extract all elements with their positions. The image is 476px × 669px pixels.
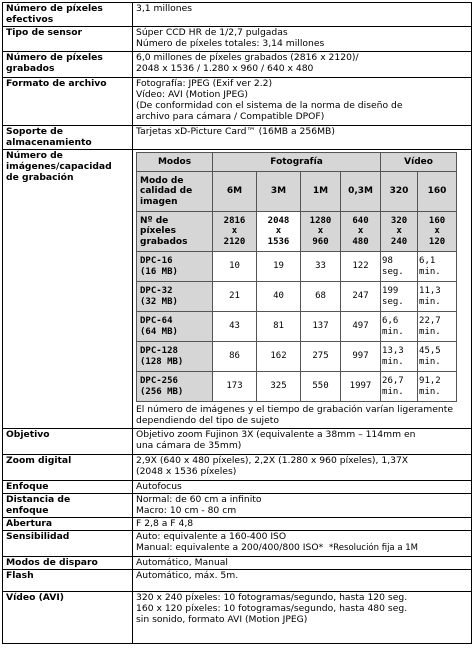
spec-label: [3, 481, 133, 494]
label-line: grabados: [6, 63, 55, 74]
capacity-cell: 997: [341, 342, 381, 372]
capacity-cell: [381, 372, 418, 402]
spec-value: [133, 27, 472, 52]
capacity-unit: min.: [419, 296, 441, 307]
pixels-h: 480: [352, 236, 369, 247]
pixels-cell: [341, 212, 381, 252]
pixels-cell: [257, 212, 301, 252]
spec-value: [133, 557, 472, 570]
capacity-amount: 98: [382, 256, 393, 266]
pixels-h: 240: [390, 236, 408, 247]
pixels-x: x: [357, 226, 364, 237]
pixels-label-line: grabados: [140, 236, 188, 247]
quality-label-line: imagen: [140, 196, 178, 207]
spec-label: [3, 455, 133, 481]
capacity-cell: [418, 282, 457, 312]
value-line: 3,1 millones: [136, 3, 193, 14]
spec-value: [133, 592, 472, 644]
value-line: Fotografía: JPEG (Exif ver 2.2): [136, 78, 273, 89]
card-model: DPC-32: [140, 286, 173, 296]
spec-table: [2, 2, 472, 644]
label-line: Distancia de: [6, 494, 71, 505]
label-line: Zoom digital: [6, 455, 72, 466]
capacity-amount: 26,7: [382, 376, 404, 386]
value-line: 6,0 millones de píxeles grabados (2816 x 2120)/: [136, 52, 359, 63]
capacity-header-photo: Fotografía: [213, 153, 381, 172]
pixels-label: [137, 212, 213, 252]
capacity-unit: min.: [382, 326, 404, 337]
capacity-note: El número de imágenes y el tiempo de grabación varían ligeramente dependiendo del tipo de sujeto: [136, 404, 453, 426]
spec-row-sensor: [3, 27, 472, 52]
quality-6m: 6M: [213, 172, 257, 212]
spec-row-storage: [3, 126, 472, 150]
label-line: de grabación: [6, 172, 74, 183]
capacity-unit: min.: [419, 356, 441, 367]
capacity-cell: [381, 252, 418, 282]
capacity-cell: 40: [257, 282, 301, 312]
spec-value: [133, 481, 472, 494]
capacity-amount: 6,6: [382, 316, 399, 326]
value-line: Vídeo: AVI (Motion JPEG): [136, 89, 248, 100]
spec-value: [133, 150, 472, 429]
capacity-cell: [418, 372, 457, 402]
label-line: Abertura: [6, 518, 53, 529]
capacity-cell: [418, 312, 457, 342]
spec-label: [3, 592, 133, 644]
quality-3m: 3M: [257, 172, 301, 212]
value-line: 320 x 240 píxeles: 10 fotogramas/segundo, hasta 120 seg.: [136, 592, 408, 603]
spec-value: [133, 3, 472, 27]
label-line: efectivos: [6, 14, 54, 25]
value-line: Número de píxeles totales: 3,14 millones: [136, 38, 325, 49]
capacity-cell: 162: [257, 342, 301, 372]
spec-row-flash: [3, 570, 472, 592]
quality-1m: 1M: [301, 172, 341, 212]
value-text: Manual: equivalente a 200/400/800 ISO*: [136, 542, 324, 553]
spec-label: [3, 429, 133, 455]
label-line: Sensibilidad: [6, 531, 70, 542]
spec-label: [3, 3, 133, 27]
capacity-unit: min.: [419, 386, 441, 397]
capacity-amount: 11,3: [419, 286, 441, 296]
spec-label: [3, 570, 133, 592]
quality-0-3m: 0,3M: [341, 172, 381, 212]
pixels-x: x: [434, 226, 440, 237]
label-line: Número de píxeles: [6, 3, 103, 14]
card-size: (16 MB): [140, 266, 178, 277]
pixels-w: 2816: [223, 215, 246, 226]
label-line: Objetivo: [6, 429, 50, 440]
card-name: [137, 312, 213, 342]
capacity-cell: 33: [301, 252, 341, 282]
spec-row-recorded-pixels: [3, 52, 472, 78]
spec-value: [133, 518, 472, 531]
pixels-x: x: [396, 226, 402, 237]
value-line: archivo para cámara / Compatible DPOF): [136, 111, 325, 122]
capacity-unit: min.: [419, 326, 441, 337]
value-line: una cámara de 35mm): [136, 440, 242, 451]
spec-value: [133, 429, 472, 455]
capacity-cell: 497: [341, 312, 381, 342]
label-line: almacenamiento: [6, 137, 92, 148]
pixels-h: 120: [428, 236, 446, 247]
spec-row-sensitivity: [3, 531, 472, 557]
capacity-cell: 137: [301, 312, 341, 342]
spec-value: [133, 126, 472, 150]
capacity-amount: 13,3: [382, 346, 404, 356]
card-name: [137, 282, 213, 312]
spec-value: [133, 570, 472, 592]
pixels-cell: [213, 212, 257, 252]
card-model: DPC-128: [140, 346, 178, 356]
capacity-cell: 275: [301, 342, 341, 372]
capacity-cell: [381, 282, 418, 312]
capacity-unit: seg.: [382, 266, 404, 277]
capacity-amount: 22,7: [419, 316, 441, 326]
card-name: [137, 252, 213, 282]
spec-label: [3, 531, 133, 557]
quality-label: [137, 172, 213, 212]
capacity-cell: 81: [257, 312, 301, 342]
label-line: Flash: [6, 570, 34, 581]
spec-value: [133, 455, 472, 481]
spec-row-digital-zoom: [3, 455, 472, 481]
spec-sheet: [2, 2, 472, 644]
spec-label: [3, 150, 133, 429]
spec-row-shooting-modes: [3, 557, 472, 570]
pixels-w: 2048: [267, 215, 290, 226]
value-line: Tarjetas xD-Picture Card™ (16MB a 256MB): [136, 126, 335, 137]
quality-320: 320: [381, 172, 418, 212]
capacity-cell: 247: [341, 282, 381, 312]
capacity-amount: 45,5: [419, 346, 441, 356]
value-line: (De conformidad con el sistema de la norma de diseño de: [136, 100, 403, 111]
capacity-cell: [381, 342, 418, 372]
pixels-h: 960: [312, 236, 329, 247]
card-model: DPC-16: [140, 256, 173, 266]
capacity-cell: 173: [213, 372, 257, 402]
label-line: Tipo de sensor: [6, 27, 83, 38]
spec-label: [3, 27, 133, 52]
spec-row-focus-distance: [3, 494, 472, 518]
value-line: (2048 x 1536 píxeles): [136, 466, 237, 477]
capacity-unit: min.: [382, 356, 404, 367]
spec-row-file-format: [3, 78, 472, 126]
capacity-cell: 10: [213, 252, 257, 282]
capacity-amount: 91,2: [419, 376, 441, 386]
value-line: 160 x 120 píxeles: 10 fotogramas/segundo, hasta 480 seg.: [136, 603, 408, 614]
pixels-x: x: [275, 226, 282, 237]
card-name: [137, 342, 213, 372]
capacity-unit: min.: [382, 386, 404, 397]
pixels-h: 2120: [223, 236, 246, 247]
capacity-cell: 550: [301, 372, 341, 402]
card-model: DPC-64: [140, 316, 173, 326]
pixels-label-line: Nº de: [140, 215, 169, 226]
value-line: sin sonido, formato AVI (Motion JPEG): [136, 614, 308, 625]
pixels-w: 640: [352, 215, 369, 226]
capacity-cell: 325: [257, 372, 301, 402]
label-line: Vídeo (AVI): [6, 592, 64, 603]
capacity-unit: seg.: [382, 296, 404, 307]
spec-label: [3, 494, 133, 518]
pixels-label-line: píxeles: [140, 226, 176, 237]
capacity-header-modes: Modos: [137, 153, 213, 172]
capacity-cell: 1997: [341, 372, 381, 402]
value-line: Automático, Manual: [136, 557, 228, 568]
capacity-cell: [381, 312, 418, 342]
quality-label-line: calidad de: [140, 186, 193, 197]
label-line: enfoque: [6, 505, 49, 516]
card-size: (128 MB): [140, 356, 184, 367]
spec-row-lens: [3, 429, 472, 455]
spec-row-effective-pixels: [3, 3, 472, 27]
spec-value: [133, 78, 472, 126]
pixels-w: 320: [390, 215, 408, 226]
capacity-header-video: Vídeo: [381, 153, 457, 172]
pixels-cell: [418, 212, 457, 252]
value-line: F 2,8 a F 4,8: [136, 518, 194, 529]
quality-label-line: Modo de: [140, 175, 184, 186]
pixels-w: 1280: [309, 215, 332, 226]
value-line: Normal: de 60 cm a infinito: [136, 494, 262, 505]
capacity-cell: 68: [301, 282, 341, 312]
label-line: imágenes/capacidad: [6, 161, 112, 172]
value-line: Objetivo zoom Fujinon 3X (equivalente a 38mm – 114mm en: [136, 429, 416, 440]
capacity-table: [136, 152, 457, 402]
value-line: Autofocus: [136, 481, 182, 492]
capacity-cell: 21: [213, 282, 257, 312]
label-line: Número de píxeles: [6, 52, 103, 63]
spec-label: [3, 126, 133, 150]
pixels-x: x: [231, 226, 238, 237]
capacity-amount: 6,1: [419, 256, 436, 266]
value-line: 2048 x 1536 / 1.280 x 960 / 640 x 480: [136, 63, 314, 74]
pixels-cell: [381, 212, 418, 252]
capacity-cell: [418, 252, 457, 282]
card-name: [137, 372, 213, 402]
spec-row-capacity: [3, 150, 472, 429]
value-line: [136, 542, 468, 554]
capacity-cell: 86: [213, 342, 257, 372]
pixels-h: 1536: [267, 236, 290, 247]
label-line: Enfoque: [6, 481, 49, 492]
quality-160: 160: [418, 172, 457, 212]
spec-row-video: [3, 592, 472, 644]
value-line: Macro: 10 cm - 80 cm: [136, 505, 237, 516]
spec-label: [3, 78, 133, 126]
label-line: Modos de disparo: [6, 557, 98, 568]
spec-row-focus: [3, 481, 472, 494]
card-size: (64 MB): [140, 326, 178, 337]
value-line: 2,9X (640 x 480 píxeles), 2,2X (1.280 x 960 píxeles), 1,37X: [136, 455, 409, 466]
capacity-unit: min.: [419, 266, 441, 277]
card-model: DPC-256: [140, 376, 178, 386]
value-line: Auto: equivalente a 160-400 ISO: [136, 531, 287, 542]
spec-label: [3, 52, 133, 78]
label-line: Número de: [6, 150, 63, 161]
spec-value: [133, 494, 472, 518]
label-line: Formato de archivo: [6, 78, 107, 89]
spec-label: [3, 518, 133, 531]
card-size: (32 MB): [140, 296, 178, 307]
pixels-x: x: [317, 226, 324, 237]
value-footnote: *Resolución fija a 1M: [329, 543, 418, 553]
value-line: Automático, máx. 5m.: [136, 570, 239, 581]
spec-label: [3, 557, 133, 570]
pixels-cell: [301, 212, 341, 252]
capacity-cell: [418, 342, 457, 372]
capacity-amount: 199: [382, 286, 399, 296]
card-size: (256 MB): [140, 386, 184, 397]
capacity-cell: 43: [213, 312, 257, 342]
value-line: Súper CCD HR de 1/2,7 pulgadas: [136, 27, 288, 38]
spec-value: [133, 531, 472, 557]
label-line: Soporte de: [6, 126, 63, 137]
capacity-cell: 122: [341, 252, 381, 282]
pixels-w: 160: [428, 215, 446, 226]
spec-value: [133, 52, 472, 78]
spec-row-aperture: [3, 518, 472, 531]
capacity-cell: 19: [257, 252, 301, 282]
